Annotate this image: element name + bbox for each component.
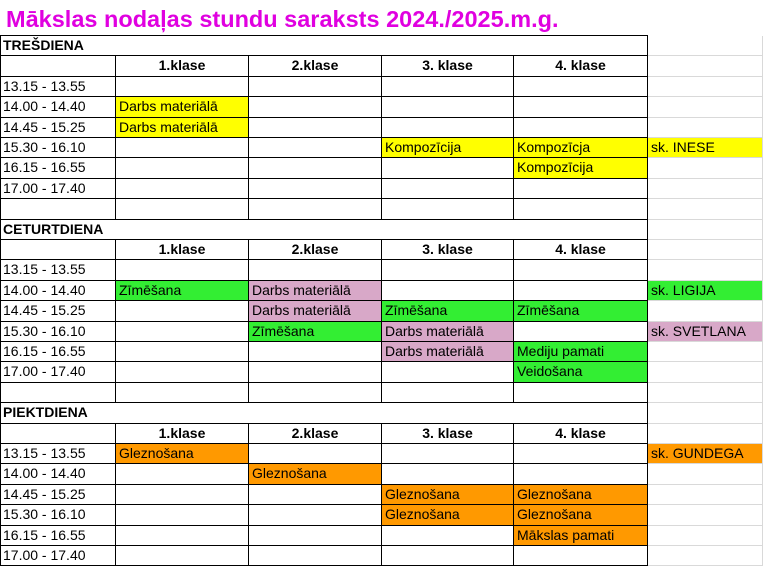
empty-cell — [382, 77, 514, 97]
lesson-cell: Veidošana — [514, 362, 648, 382]
lesson-cell: Gleznošana — [514, 505, 648, 525]
empty-cell — [249, 158, 382, 178]
empty-cell — [382, 546, 514, 566]
time-slot: 14.45 - 15.25 — [0, 301, 116, 321]
empty-cell — [116, 322, 249, 342]
time-slot: 15.30 - 16.10 — [0, 138, 116, 158]
empty-cell — [648, 240, 763, 260]
lesson-cell: Gleznošana — [116, 444, 249, 464]
day-header: TREŠDIENA — [0, 36, 648, 56]
empty-cell — [382, 464, 514, 484]
empty-cell — [514, 444, 648, 464]
empty-cell — [648, 383, 763, 403]
corner-cell — [0, 240, 116, 260]
empty-cell — [116, 199, 249, 219]
time-slot: 14.00 - 14.40 — [0, 97, 116, 117]
lesson-cell: Kompozīcija — [514, 158, 648, 178]
empty-cell — [249, 138, 382, 158]
lesson-cell: Darbs materiālā — [116, 118, 249, 138]
empty-cell — [249, 199, 382, 219]
empty-cell — [249, 485, 382, 505]
empty-cell — [249, 260, 382, 280]
day-header: PIEKTDIENA — [0, 403, 648, 423]
empty-cell — [648, 464, 763, 484]
empty-cell — [648, 220, 763, 240]
empty-cell — [382, 158, 514, 178]
class-header: 1.klase — [116, 240, 249, 260]
time-slot: 13.15 - 13.55 — [0, 77, 116, 97]
time-slot: 13.15 - 13.55 — [0, 260, 116, 280]
empty-cell — [514, 118, 648, 138]
lesson-cell: Gleznošana — [382, 485, 514, 505]
empty-cell — [514, 546, 648, 566]
empty-cell — [382, 179, 514, 199]
empty-cell — [648, 179, 763, 199]
empty-cell — [382, 383, 514, 403]
empty-cell — [249, 546, 382, 566]
empty-cell — [648, 342, 763, 362]
empty-cell — [116, 260, 249, 280]
time-slot: 14.00 - 14.40 — [0, 281, 116, 301]
empty-cell — [648, 546, 763, 566]
time-slot: 15.30 - 16.10 — [0, 505, 116, 525]
time-slot: 17.00 - 17.40 — [0, 179, 116, 199]
empty-cell — [648, 77, 763, 97]
empty-cell — [382, 118, 514, 138]
empty-cell — [514, 77, 648, 97]
time-slot: 13.15 - 13.55 — [0, 444, 116, 464]
empty-cell — [648, 118, 763, 138]
lesson-cell: Kompozīcija — [382, 138, 514, 158]
class-header: 3. klase — [382, 424, 514, 444]
empty-cell — [249, 505, 382, 525]
empty-cell — [382, 260, 514, 280]
lesson-cell: Gleznošana — [514, 485, 648, 505]
empty-cell — [514, 179, 648, 199]
empty-cell — [648, 301, 763, 321]
lesson-cell: Zīmēšana — [382, 301, 514, 321]
table-left-border — [0, 35, 1, 566]
empty-cell — [116, 546, 249, 566]
empty-cell — [116, 77, 249, 97]
teacher-cell: sk. LIGIJA — [648, 281, 763, 301]
teacher-cell: sk. GUNDEGA — [648, 444, 763, 464]
empty-cell — [116, 485, 249, 505]
time-slot: 17.00 - 17.40 — [0, 362, 116, 382]
empty-cell — [648, 158, 763, 178]
time-slot: 16.15 - 16.55 — [0, 342, 116, 362]
empty-cell — [514, 322, 648, 342]
lesson-cell: Zīmēšana — [249, 322, 382, 342]
empty-cell — [648, 526, 763, 546]
empty-cell — [514, 199, 648, 219]
empty-cell — [116, 342, 249, 362]
lesson-cell: Gleznošana — [249, 464, 382, 484]
empty-cell — [249, 383, 382, 403]
lesson-cell: Zīmēšana — [514, 301, 648, 321]
empty-cell — [648, 36, 763, 56]
empty-cell — [116, 362, 249, 382]
lesson-cell: Darbs materiālā — [249, 301, 382, 321]
lesson-cell: Mediju pamati — [514, 342, 648, 362]
empty-cell — [648, 424, 763, 444]
class-header: 4. klase — [514, 424, 648, 444]
empty-cell — [382, 444, 514, 464]
empty-cell — [648, 505, 763, 525]
time-slot: 14.00 - 14.40 — [0, 464, 116, 484]
time-slot: 14.45 - 15.25 — [0, 485, 116, 505]
empty-cell — [514, 97, 648, 117]
empty-cell — [382, 281, 514, 301]
empty-cell — [648, 485, 763, 505]
empty-cell — [249, 118, 382, 138]
empty-cell — [648, 362, 763, 382]
lesson-cell: Darbs materiālā — [249, 281, 382, 301]
empty-cell — [116, 301, 249, 321]
lesson-cell: Kompozīcja — [514, 138, 648, 158]
empty-cell — [648, 199, 763, 219]
empty-cell — [249, 362, 382, 382]
empty-cell — [0, 199, 116, 219]
page-title: Mākslas nodaļas stundu saraksts 2024./2025.m.g. — [6, 6, 559, 32]
class-header: 2.klase — [249, 56, 382, 76]
empty-cell — [648, 97, 763, 117]
corner-cell — [0, 56, 116, 76]
lesson-cell: Zīmēšana — [116, 281, 249, 301]
lesson-cell: Mākslas pamati — [514, 526, 648, 546]
day-header: CETURTDIENA — [0, 220, 648, 240]
empty-cell — [249, 179, 382, 199]
empty-cell — [0, 383, 116, 403]
empty-cell — [382, 526, 514, 546]
empty-cell — [116, 158, 249, 178]
teacher-cell: sk. SVETLANA — [648, 322, 763, 342]
class-header: 1.klase — [116, 56, 249, 76]
time-slot: 16.15 - 16.55 — [0, 158, 116, 178]
empty-cell — [249, 342, 382, 362]
time-slot: 14.45 - 15.25 — [0, 118, 116, 138]
empty-cell — [249, 444, 382, 464]
empty-cell — [514, 260, 648, 280]
class-header: 2.klase — [249, 240, 382, 260]
empty-cell — [382, 199, 514, 219]
class-header: 2.klase — [249, 424, 382, 444]
empty-cell — [249, 97, 382, 117]
class-header: 4. klase — [514, 56, 648, 76]
empty-cell — [116, 505, 249, 525]
empty-cell — [116, 526, 249, 546]
class-header: 1.klase — [116, 424, 249, 444]
empty-cell — [116, 179, 249, 199]
empty-cell — [514, 281, 648, 301]
empty-cell — [116, 464, 249, 484]
time-slot: 15.30 - 16.10 — [0, 322, 116, 342]
table-top-border — [0, 35, 648, 36]
lesson-cell: Darbs materiālā — [116, 97, 249, 117]
empty-cell — [514, 383, 648, 403]
empty-cell — [382, 362, 514, 382]
class-header: 3. klase — [382, 240, 514, 260]
corner-cell — [0, 424, 116, 444]
lesson-cell: Darbs materiālā — [382, 342, 514, 362]
empty-cell — [249, 526, 382, 546]
empty-cell — [116, 383, 249, 403]
empty-cell — [648, 403, 763, 423]
class-header: 4. klase — [514, 240, 648, 260]
empty-cell — [514, 464, 648, 484]
empty-cell — [249, 77, 382, 97]
class-header: 3. klase — [382, 56, 514, 76]
time-slot: 16.15 - 16.55 — [0, 526, 116, 546]
time-slot: 17.00 - 17.40 — [0, 546, 116, 566]
empty-cell — [648, 56, 763, 76]
empty-cell — [648, 260, 763, 280]
teacher-cell: sk. INESE — [648, 138, 763, 158]
lesson-cell: Gleznošana — [382, 505, 514, 525]
empty-cell — [382, 97, 514, 117]
empty-cell — [116, 138, 249, 158]
lesson-cell: Darbs materiālā — [382, 322, 514, 342]
